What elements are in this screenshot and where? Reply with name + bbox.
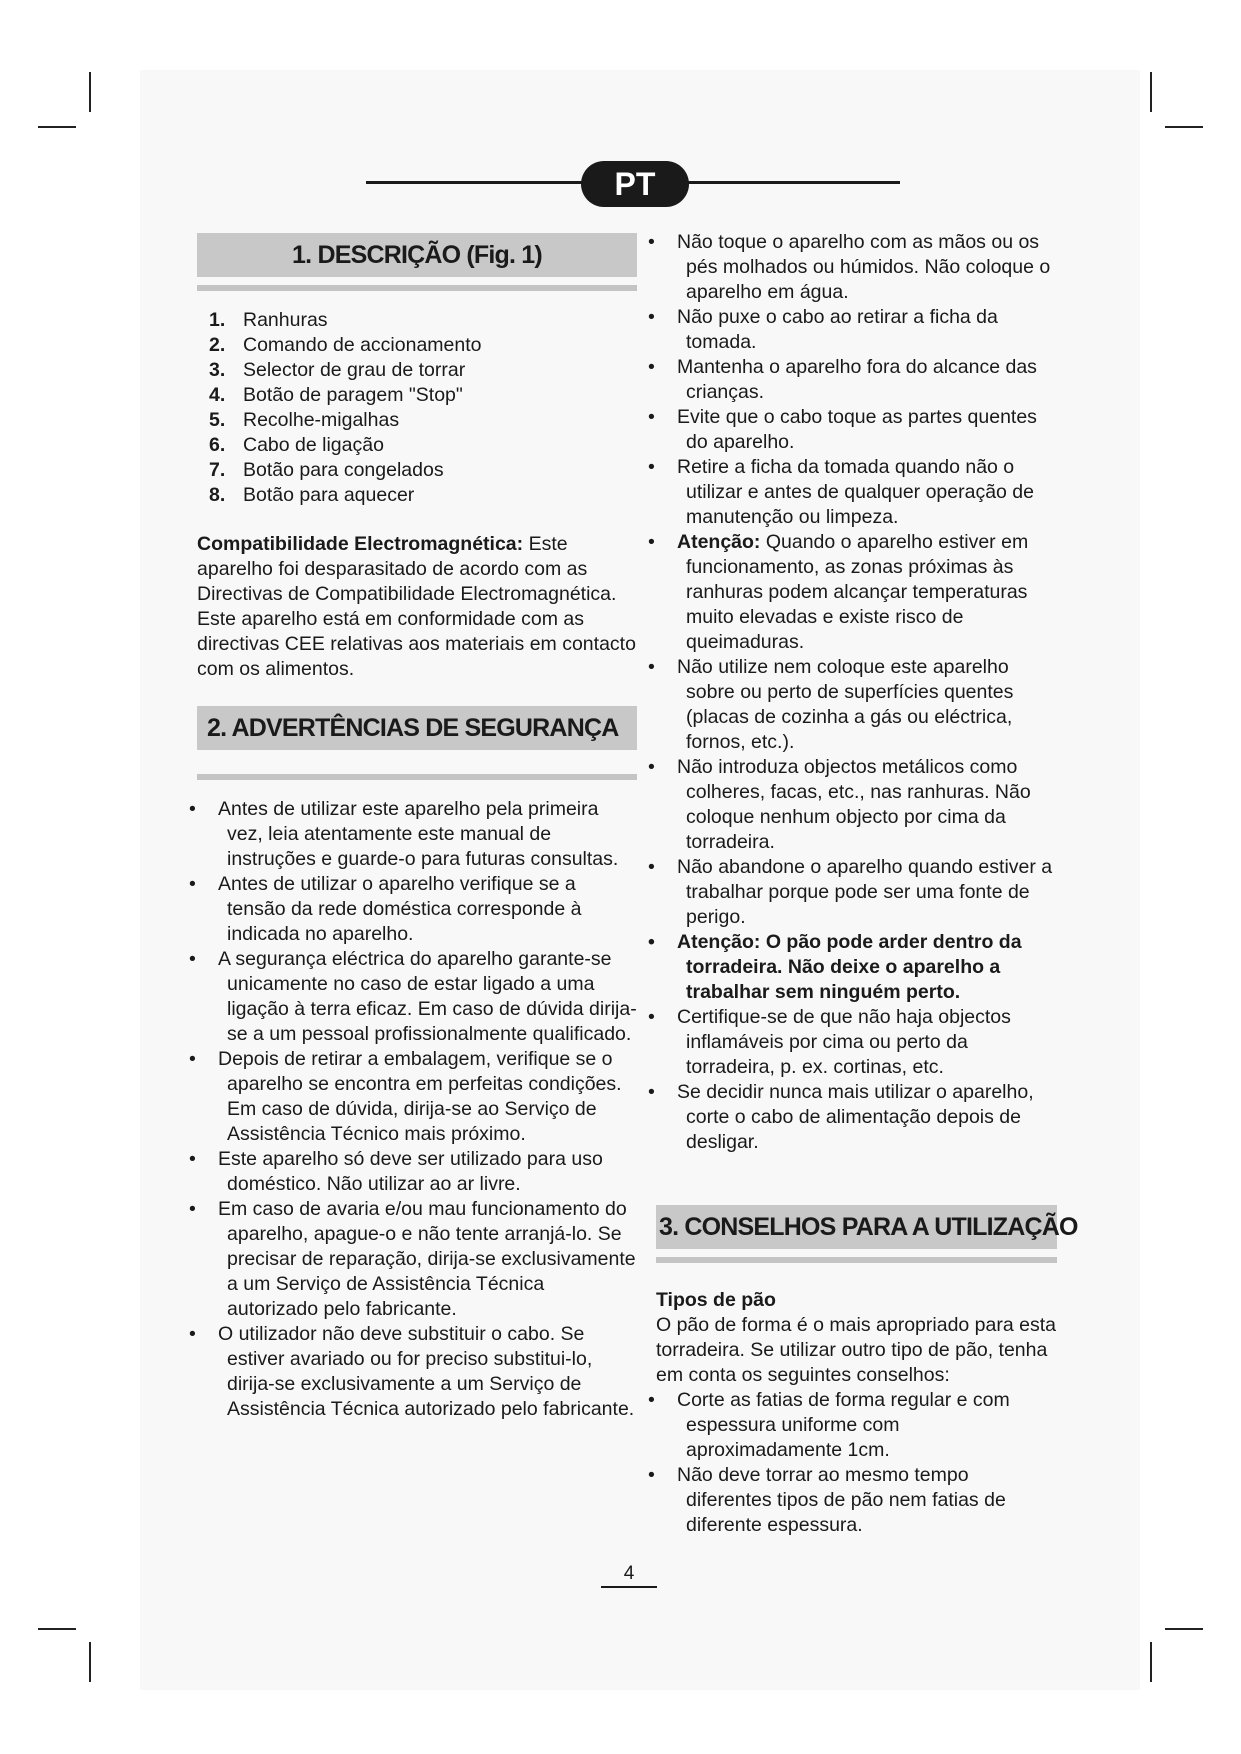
list-item — [656, 530, 1056, 655]
list-item: • Em caso de avaria e/ou mau funcionamento do aparelho, apague-o e não tente arranjá-lo. Se precisar de reparação, dirija-se exclusivamente a um Serviço de Assistência Técnica autorizado pelo fabricante. — [197, 1197, 637, 1322]
section-3-underline — [656, 1257, 1057, 1263]
bread-types-intro: O pão de forma é o mais apropriado para esta torradeira. Se utilizar outro tipo de pão, tenha em conta os seguintes conselhos: — [656, 1314, 1056, 1386]
compatibility-paragraph — [197, 532, 637, 682]
list-item: 2. Comando de accionamento — [209, 334, 482, 356]
crop-mark-bottom-right-v — [1150, 1642, 1152, 1682]
warning-text: Quando o aparelho estiver em funcionamento, as zonas próximas às ranhuras podem alcançar temperaturas muito elevadas e existe risco de queimaduras. — [686, 531, 1029, 653]
section-1-heading: 1. DESCRIÇÃO (Fig. 1) — [197, 233, 637, 277]
section-2-underline — [197, 774, 637, 780]
bread-tips-list — [656, 1388, 1046, 1538]
header-rule-left — [366, 181, 592, 184]
compatibility-label: Compatibilidade Electromagnética: — [197, 533, 524, 555]
list-item: • A segurança eléctrica do aparelho garante-se unicamente no caso de estar ligado a uma ligação à terra eficaz. Em caso de dúvida dirija-se a um pessoal profissionalmente qualificado. — [197, 947, 637, 1047]
list-item: • O utilizador não deve substituir o cabo. Se estiver avariado ou for preciso substitui-lo, dirija-se exclusivamente a um Serviço de Assistência Técnica autorizado pelo fabricante. — [197, 1322, 637, 1422]
warning-label: Atenção: — [677, 531, 761, 553]
section-1-underline — [197, 285, 637, 291]
list-item: 6. Cabo de ligação — [209, 434, 384, 456]
list-item: • Não puxe o cabo ao retirar a ficha da tomada. — [656, 305, 1056, 355]
list-item: • Não introduza objectos metálicos como colheres, facas, etc., nas ranhuras. Não coloque nenhum objecto por cima da torradeira. — [656, 755, 1056, 855]
list-item: • Não toque o aparelho com as mãos ou os pés molhados ou húmidos. Não coloque o aparelho em água. — [656, 230, 1056, 305]
crop-mark-bottom-left-v — [89, 1642, 91, 1682]
list-item-bold-warning: • Atenção: O pão pode arder dentro da torradeira. Não deixe o aparelho a trabalhar sem ninguém perto. — [656, 930, 1056, 1005]
crop-mark-top-left-h — [38, 126, 76, 128]
header-rule-right — [678, 181, 900, 184]
compatibility-text: Este aparelho foi desparasitado de acordo com as Directivas de Compatibilidade Electromagnética. Este aparelho está em conformidade com as directivas CEE relativas aos materiais em contacto com os alimentos. — [197, 533, 636, 680]
page-number: 4 — [601, 1562, 657, 1588]
list-item: 4. Botão de paragem "Stop" — [209, 384, 463, 406]
list-item: • Mantenha o aparelho fora do alcance das crianças. — [656, 355, 1056, 405]
list-item: • Não abandone o aparelho quando estiver a trabalhar porque pode ser uma fonte de perigo. — [656, 855, 1056, 930]
list-item: • Retire a ficha da tomada quando não o utilizar e antes de qualquer operação de manutenção ou limpeza. — [656, 455, 1056, 530]
list-item: 3. Selector de grau de torrar — [209, 359, 466, 381]
safety-list-left — [197, 797, 637, 1422]
crop-mark-bottom-left-h — [38, 1628, 76, 1630]
list-item: • Evite que o cabo toque as partes quentes do aparelho. — [656, 405, 1056, 455]
parts-list — [197, 308, 637, 508]
crop-mark-top-right-v — [1150, 72, 1152, 112]
list-item: • Este aparelho só deve ser utilizado para uso doméstico. Não utilizar ao ar livre. — [197, 1147, 637, 1197]
list-item: • Não utilize nem coloque este aparelho sobre ou perto de superfícies quentes (placas de cozinha a gás ou eléctrica, fornos, etc.). — [656, 655, 1056, 755]
bread-types-subheading: Tipos de pão — [656, 1289, 776, 1311]
crop-mark-top-left-v — [89, 72, 91, 112]
list-item: • Antes de utilizar o aparelho verifique se a tensão da rede doméstica corresponde à indicada no aparelho. — [197, 872, 637, 947]
list-item: 7. Botão para congelados — [209, 459, 444, 481]
list-item: • Antes de utilizar este aparelho pela primeira vez, leia atentamente este manual de instruções e guarde-o para futuras consultas. — [197, 797, 637, 872]
section-2-heading: 2. ADVERTÊNCIAS DE SEGURANÇA — [197, 706, 637, 750]
list-item: 5. Recolhe-migalhas — [209, 409, 400, 431]
list-item: • Não deve torrar ao mesmo tempo diferentes tipos de pão nem fatias de diferente espessura. — [656, 1463, 1046, 1538]
language-badge: PT — [581, 161, 689, 207]
list-item: 8. Botão para aquecer — [209, 484, 415, 506]
list-item: • Corte as fatias de forma regular e com espessura uniforme com aproximadamente 1cm. — [656, 1388, 1046, 1463]
crop-mark-top-right-h — [1165, 126, 1203, 128]
safety-list-right — [656, 230, 1056, 1155]
left-column — [197, 233, 637, 1422]
list-item: • Certifique-se de que não haja objectos inflamáveis por cima ou perto da torradeira, p. ex. cortinas, etc. — [656, 1005, 1056, 1080]
section-3-heading: 3. CONSELHOS PARA A UTILIZAÇÃO — [656, 1205, 1057, 1249]
crop-mark-bottom-right-h — [1165, 1628, 1203, 1630]
list-item: • Depois de retirar a embalagem, verifique se o aparelho se encontra em perfeitas condições. Em caso de dúvida, dirija-se ao Serviço de Assistência Técnico mais próximo. — [197, 1047, 637, 1147]
list-item: • Se decidir nunca mais utilizar o aparelho, corte o cabo de alimentação depois de desligar. — [656, 1080, 1056, 1155]
list-item: 1. Ranhuras — [209, 309, 328, 331]
right-column — [656, 230, 1076, 1538]
